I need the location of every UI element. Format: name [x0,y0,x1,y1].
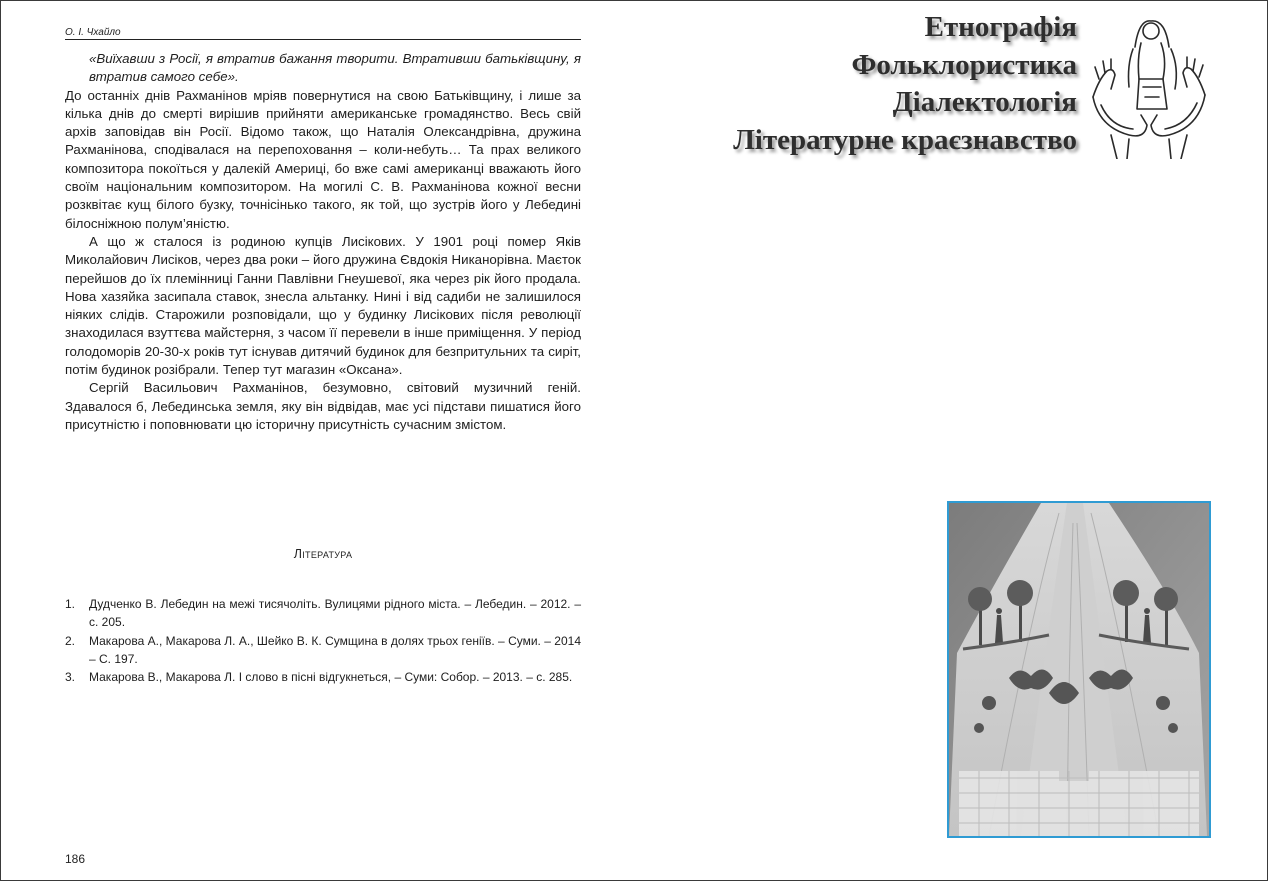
epigraph: «Виїхавши з Росії, я втратив бажання творити. Втративши батьківщину, я втратив самого себе». [89,51,581,85]
embroidered-towels-photo [947,501,1211,838]
reference-text: Макарова В., Макарова Л. І слово в пісні відгукнеться, – Суми: Собор. – 2013. – с. 285. [89,670,573,685]
section-titles [733,9,1077,159]
hands-holding-figure-icon [1089,9,1209,159]
reference-number: 3. [65,670,76,685]
section-title-dialectology: Діалектологія [892,86,1077,118]
section-title-ethnography: Етнографія [924,11,1077,43]
paragraph-1: До останніх днів Рахманінов мріяв повернутися на свою Батьківщину, і лише за кілька днів до смерті вирішив прийняти американське громадянство. Весь свій архів заповідав він Росії. Відомо також, що Наталія Олександрівна, дружина Рахманінова, сподівалася на перепоховання – коли-небуть… Та прах великого композитора покоїться у далекій Америці, бо вже самі американці вважають його своїм національним композитором. На могилі С. В. Рахманінова кожної весни розквітає кущ білого бузку, точнісінько такого, як той, що зустрів його у Лебедині білосніжною полум’яністю. [65,87,581,231]
running-head: О. І. Чхайло [65,27,581,40]
page-number: 186 [65,852,86,866]
reference-number: 2. [65,633,76,648]
reference-item [65,595,581,632]
literature-heading: Література [293,547,353,561]
section-title-folkloristics: Фольклористика [851,48,1077,81]
section-title-local-lore: Літературне краєзнавство [733,123,1077,156]
reference-item [65,632,581,669]
reference-text: Макарова А., Макарова Л. А., Шейко В. К. Сумщина в долях трьох геніїв. – Суми. – 2014 – С. 197. [89,633,581,666]
reference-list [65,595,581,686]
reference-item [65,668,581,686]
paragraph-2: А що ж сталося із родиною купців Лисікових. У 1901 році помер Яків Миколайович Лисіков, через два роки – його дружина Євдокія Никанорівна. Маєток перейшов до їх племінниці Ганни Павлівни Гнеушевої, яка через рік його продала. Нова хазяйка засипала ставок, знесла альтанку. Нині і від садиби не залишилося ніяких слідів. Старожили розповідали, що у будинку Лисікових після революції знаходилася взуттєва майстерня, з часом її перевели в інше приміщення. У період голодоморів 20-30-х років тут існував дитячий будинок для безпритульних та сиріт, потім будинок розібрали. Тепер тут магазин «Оксана». [65,233,581,378]
article-body [65,50,581,434]
reference-text: Дудченко В. Лебедин на межі тисячоліть. Вулицями рідного міста. – Лебедин. – 2012. – с. 205. [89,597,581,630]
paragraph-3: Сергій Васильович Рахманінов, безумовно, світовий музичний геній. Здавалося б, Лебединська земля, яку він відвідав, має усі підстави пишатися його присутністю і поповнювати цю історичну присутність сучасним змістом. [65,380,581,432]
reference-number: 1. [65,597,76,611]
